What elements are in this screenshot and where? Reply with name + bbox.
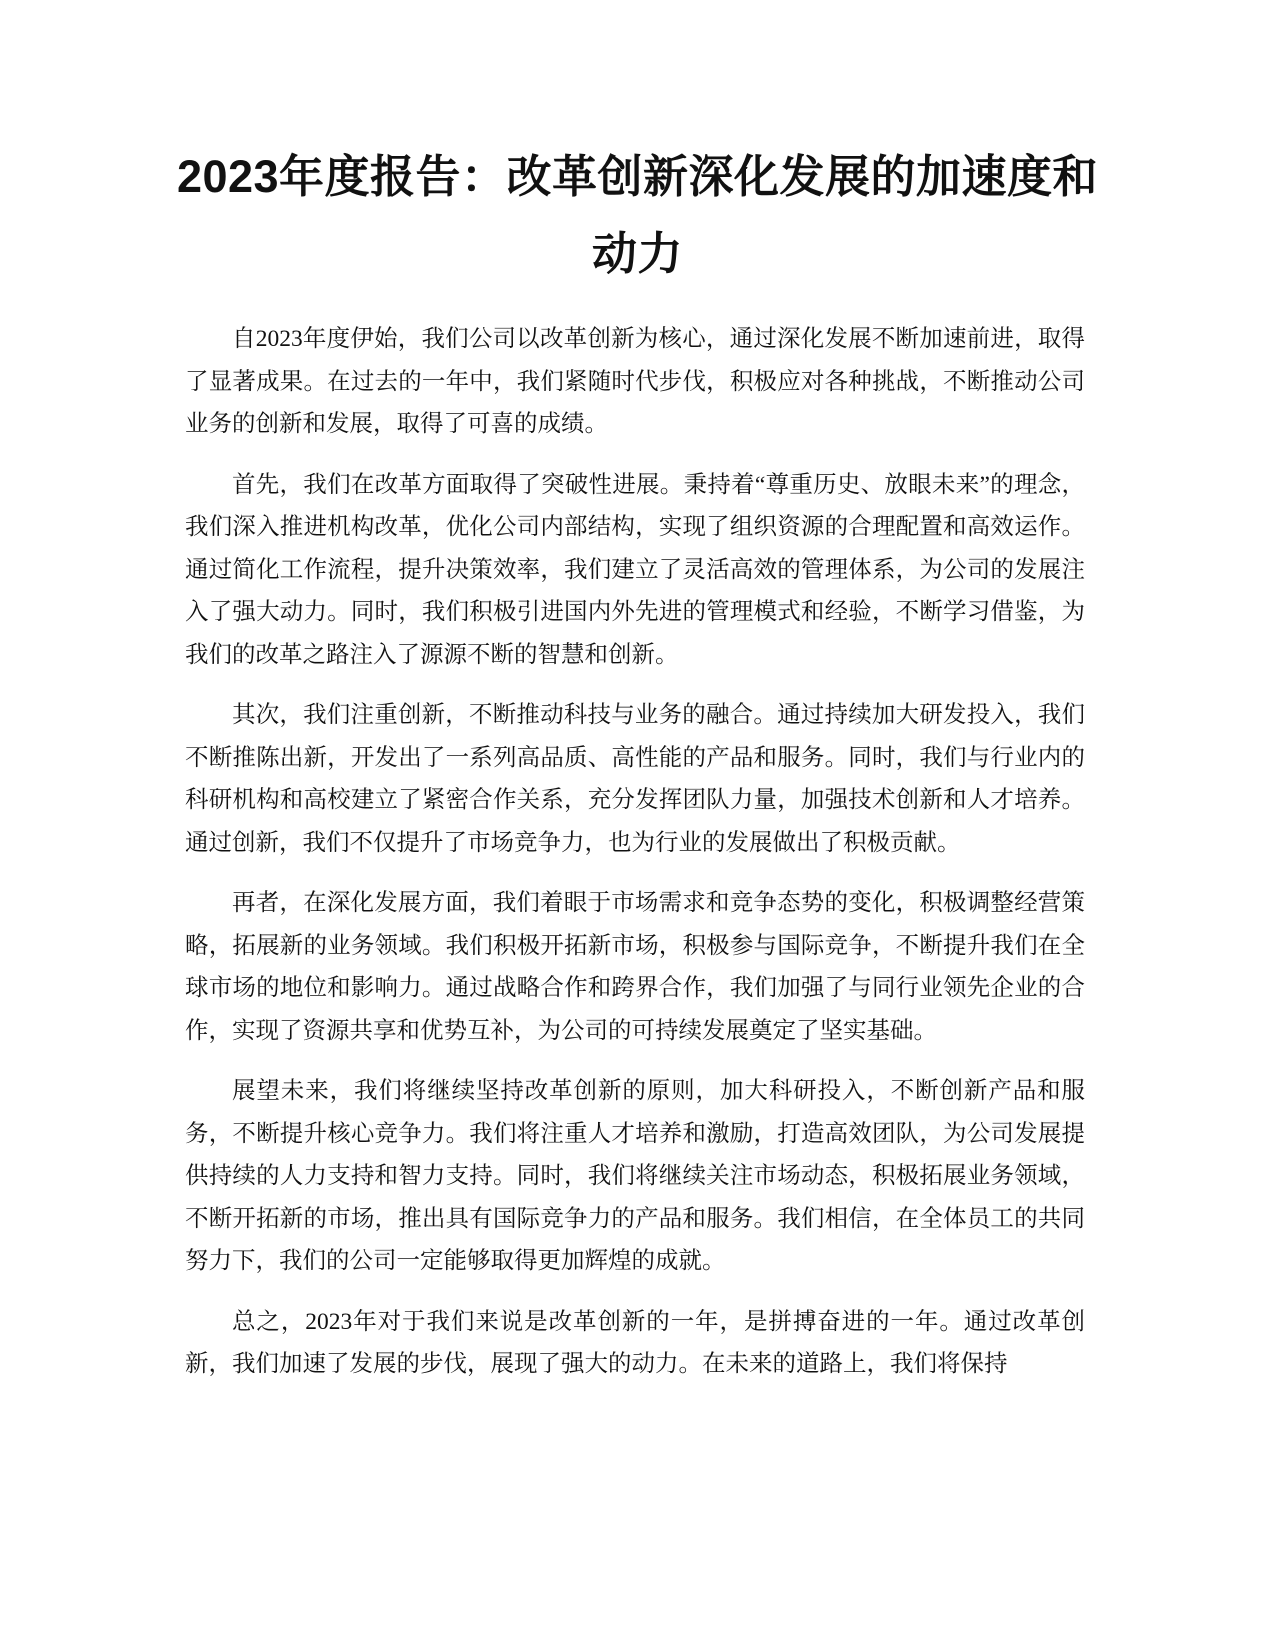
paragraph-3: 其次，我们注重创新，不断推动科技与业务的融合。通过持续加大研发投入，我们不断推陈出新，开发出了一系列高品质、高性能的产品和服务。同时，我们与行业内的科研机构和高校建立了紧密合作关系，充分发挥团队力量，加强技术创新和人才培养。通过创新，我们不仅提升了市场竞争力，也为行业的发展做出了积极贡献。 xyxy=(185,702,1085,856)
paragraph-5: 展望未来，我们将继续坚持改革创新的原则，加大科研投入，不断创新产品和服务，不断提升核心竞争力。我们将注重人才培养和激励，打造高效团队，为公司发展提供持续的人力支持和智力支持。同时，我们将继续关注市场动态，积极拓展业务领域，不断开拓新的市场，推出具有国际竞争力的产品和服务。我们相信，在全体员工的共同努力下，我们的公司一定能够取得更加辉煌的成就。 xyxy=(185,1078,1085,1274)
paragraph-2: 首先，我们在改革方面取得了突破性进展。秉持着“尊重历史、放眼未来”的理念，我们深入推进机构改革，优化公司内部结构，实现了组织资源的合理配置和高效运作。通过简化工作流程，提升决策效率，我们建立了灵活高效的管理体系，为公司的发展注入了强大动力。同时，我们积极引进国内外先进的管理模式和经验，不断学习借鉴，为我们的改革之路注入了源源不断的智慧和创新。 xyxy=(185,471,1085,668)
paragraph-1: 自2023年度伊始，我们公司以改革创新为核心，通过深化发展不断加速前进，取得了显著成果。在过去的一年中，我们紧随时代步伐，积极应对各种挑战，不断推动公司业务的创新和发展，取得了可喜的成绩。 xyxy=(185,326,1085,437)
paragraph-6: 总之，2023年对于我们来说是改革创新的一年，是拼搏奋进的一年。通过改革创新，我们加速了发展的步伐，展现了强大的动力。在未来的道路上，我们将保持 xyxy=(185,1308,1085,1377)
paragraph-4: 再者，在深化发展方面，我们着眼于市场需求和竞争态势的变化，积极调整经营策略，拓展新的业务领域。我们积极开拓新市场，积极参与国际竞争，不断提升我们在全球市场的地位和影响力。通过战略合作和跨界合作，我们加强了与同行业领先企业的合作，实现了资源共享和优势互补，为公司的可持续发展奠定了坚实基础。 xyxy=(185,890,1085,1044)
document-title: 2023年度报告：改革创新深化发展的加速度和动力 xyxy=(176,151,1099,279)
document-body xyxy=(185,318,1085,1404)
